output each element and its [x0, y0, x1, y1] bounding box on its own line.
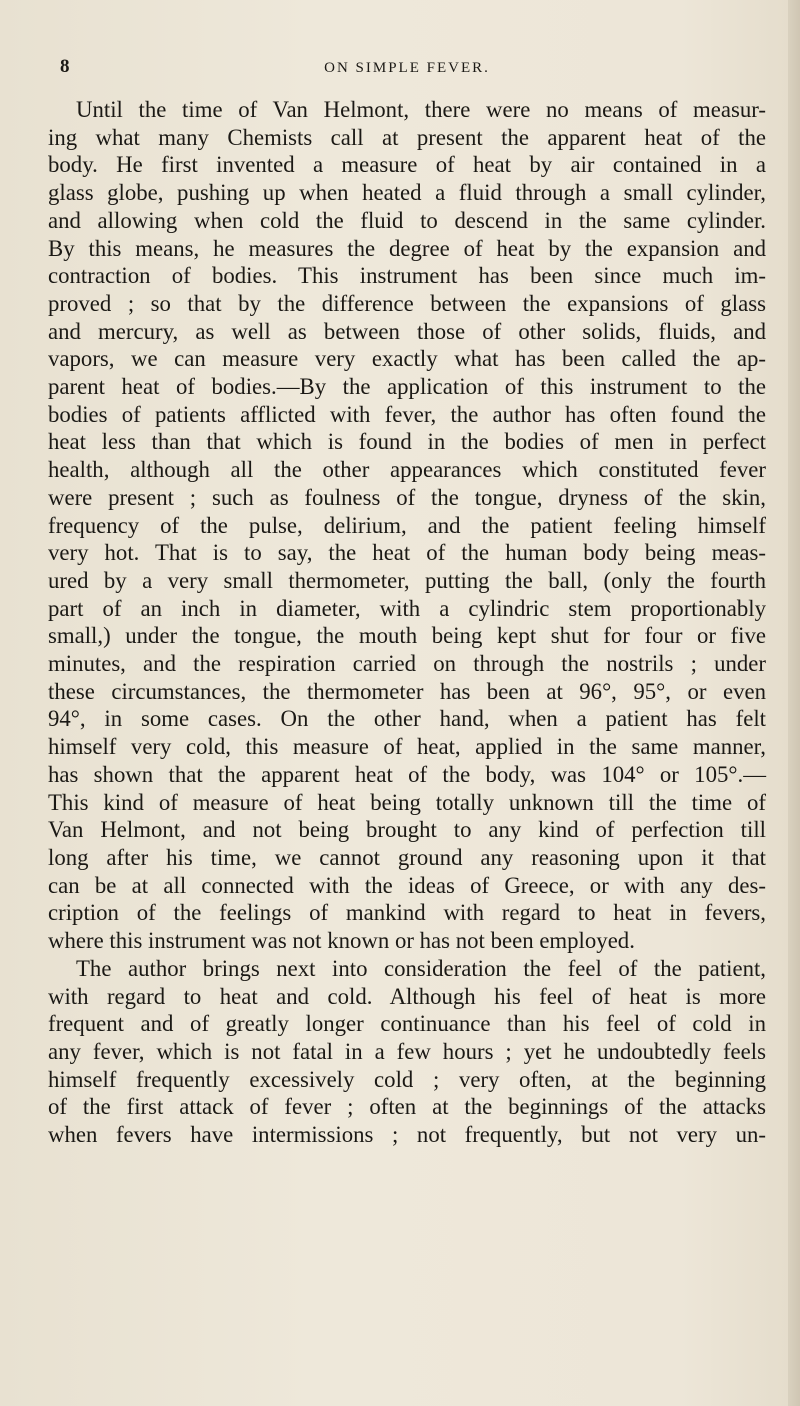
text-line: Until the time of Van Helmont, there were no means of measur- [76, 97, 766, 122]
text-line: bodies of patients afflicted with fever, the author has often found the [48, 401, 766, 427]
text-line: and allowing when cold the fluid to descend in the same cylinder. [48, 207, 766, 233]
text-line: The author brings next into consideration the feel of the patient, [76, 955, 766, 981]
text-line: himself very cold, this measure of heat, applied in the same manner, [48, 734, 766, 760]
page-number: 8 [60, 56, 70, 77]
text-line: health, although all the other appearances which constituted fever [48, 457, 766, 483]
text-line: proved ; so that by the difference between the expansions of glass [48, 290, 766, 316]
text-line: ured by a very small thermometer, putting the ball, (only the fourth [48, 567, 766, 593]
running-head: ON SIMPLE FEVER. [324, 60, 490, 76]
text-line: has shown that the apparent heat of the body, was 104° or 105°.— [48, 761, 766, 787]
text-line: ing what many Chemists call at present the apparent heat of the [48, 124, 766, 150]
page-header [48, 56, 766, 86]
text-line: these circumstances, the thermometer has been at 96°, 95°, or even [48, 678, 766, 704]
text-line: frequency of the pulse, delirium, and the patient feeling himself [48, 512, 766, 538]
text-line: vapors, we can measure very exactly what has been called the ap- [48, 346, 766, 372]
body-text [48, 96, 766, 1149]
text-line: any fever, which is not fatal in a few hours ; yet he undoubtedly feels [48, 1038, 766, 1064]
text-line: This kind of measure of heat being totally unknown till the time of [48, 789, 766, 815]
text-line: and mercury, as well as between those of other solids, fluids, and [48, 318, 766, 344]
text-line: heat less than that which is found in the bodies of men in perfect [48, 429, 766, 455]
text-line: parent heat of bodies.—By the application of this instrument to the [48, 374, 766, 400]
text-line: can be at all connected with the ideas of Greece, or with any des- [48, 872, 766, 898]
text-line: of the first attack of fever ; often at the beginnings of the attacks [48, 1094, 766, 1120]
text-line: 94°, in some cases. On the other hand, when a patient has felt [48, 706, 766, 732]
text-line: small,) under the tongue, the mouth being kept shut for four or five [48, 623, 766, 649]
text-line: were present ; such as foulness of the tongue, dryness of the skin, [48, 484, 766, 510]
text-line: with regard to heat and cold. Although his feel of heat is more [48, 983, 766, 1009]
text-line: By this means, he measures the degree of heat by the expansion and [48, 235, 766, 261]
text-line: part of an inch in diameter, with a cylindric stem proportionably [48, 595, 766, 621]
text-line: Van Helmont, and not being brought to any kind of perfection till [48, 817, 766, 843]
text-line: himself frequently excessively cold ; very often, at the beginning [48, 1066, 766, 1092]
text-line: contraction of bodies. This instrument has been since much im- [48, 263, 766, 289]
text-line: body. He first invented a measure of heat by air contained in a [48, 152, 766, 178]
text-line: very hot. That is to say, the heat of the human body being meas- [48, 540, 766, 566]
text-line: cription of the feelings of mankind with regard to heat in fevers, [48, 900, 766, 926]
text-line: when fevers have intermissions ; not frequently, but not very un- [48, 1122, 766, 1148]
text-line: glass globe, pushing up when heated a fluid through a small cylinder, [48, 180, 766, 206]
text-line: minutes, and the respiration carried on through the nostrils ; under [48, 651, 766, 677]
text-line: long after his time, we cannot ground any reasoning upon it that [48, 844, 766, 870]
text-line: frequent and of greatly longer continuance than his feel of cold in [48, 1011, 766, 1037]
text-line: where this instrument was not known or has not been employed. [48, 928, 635, 954]
page-edge [788, 0, 800, 1406]
